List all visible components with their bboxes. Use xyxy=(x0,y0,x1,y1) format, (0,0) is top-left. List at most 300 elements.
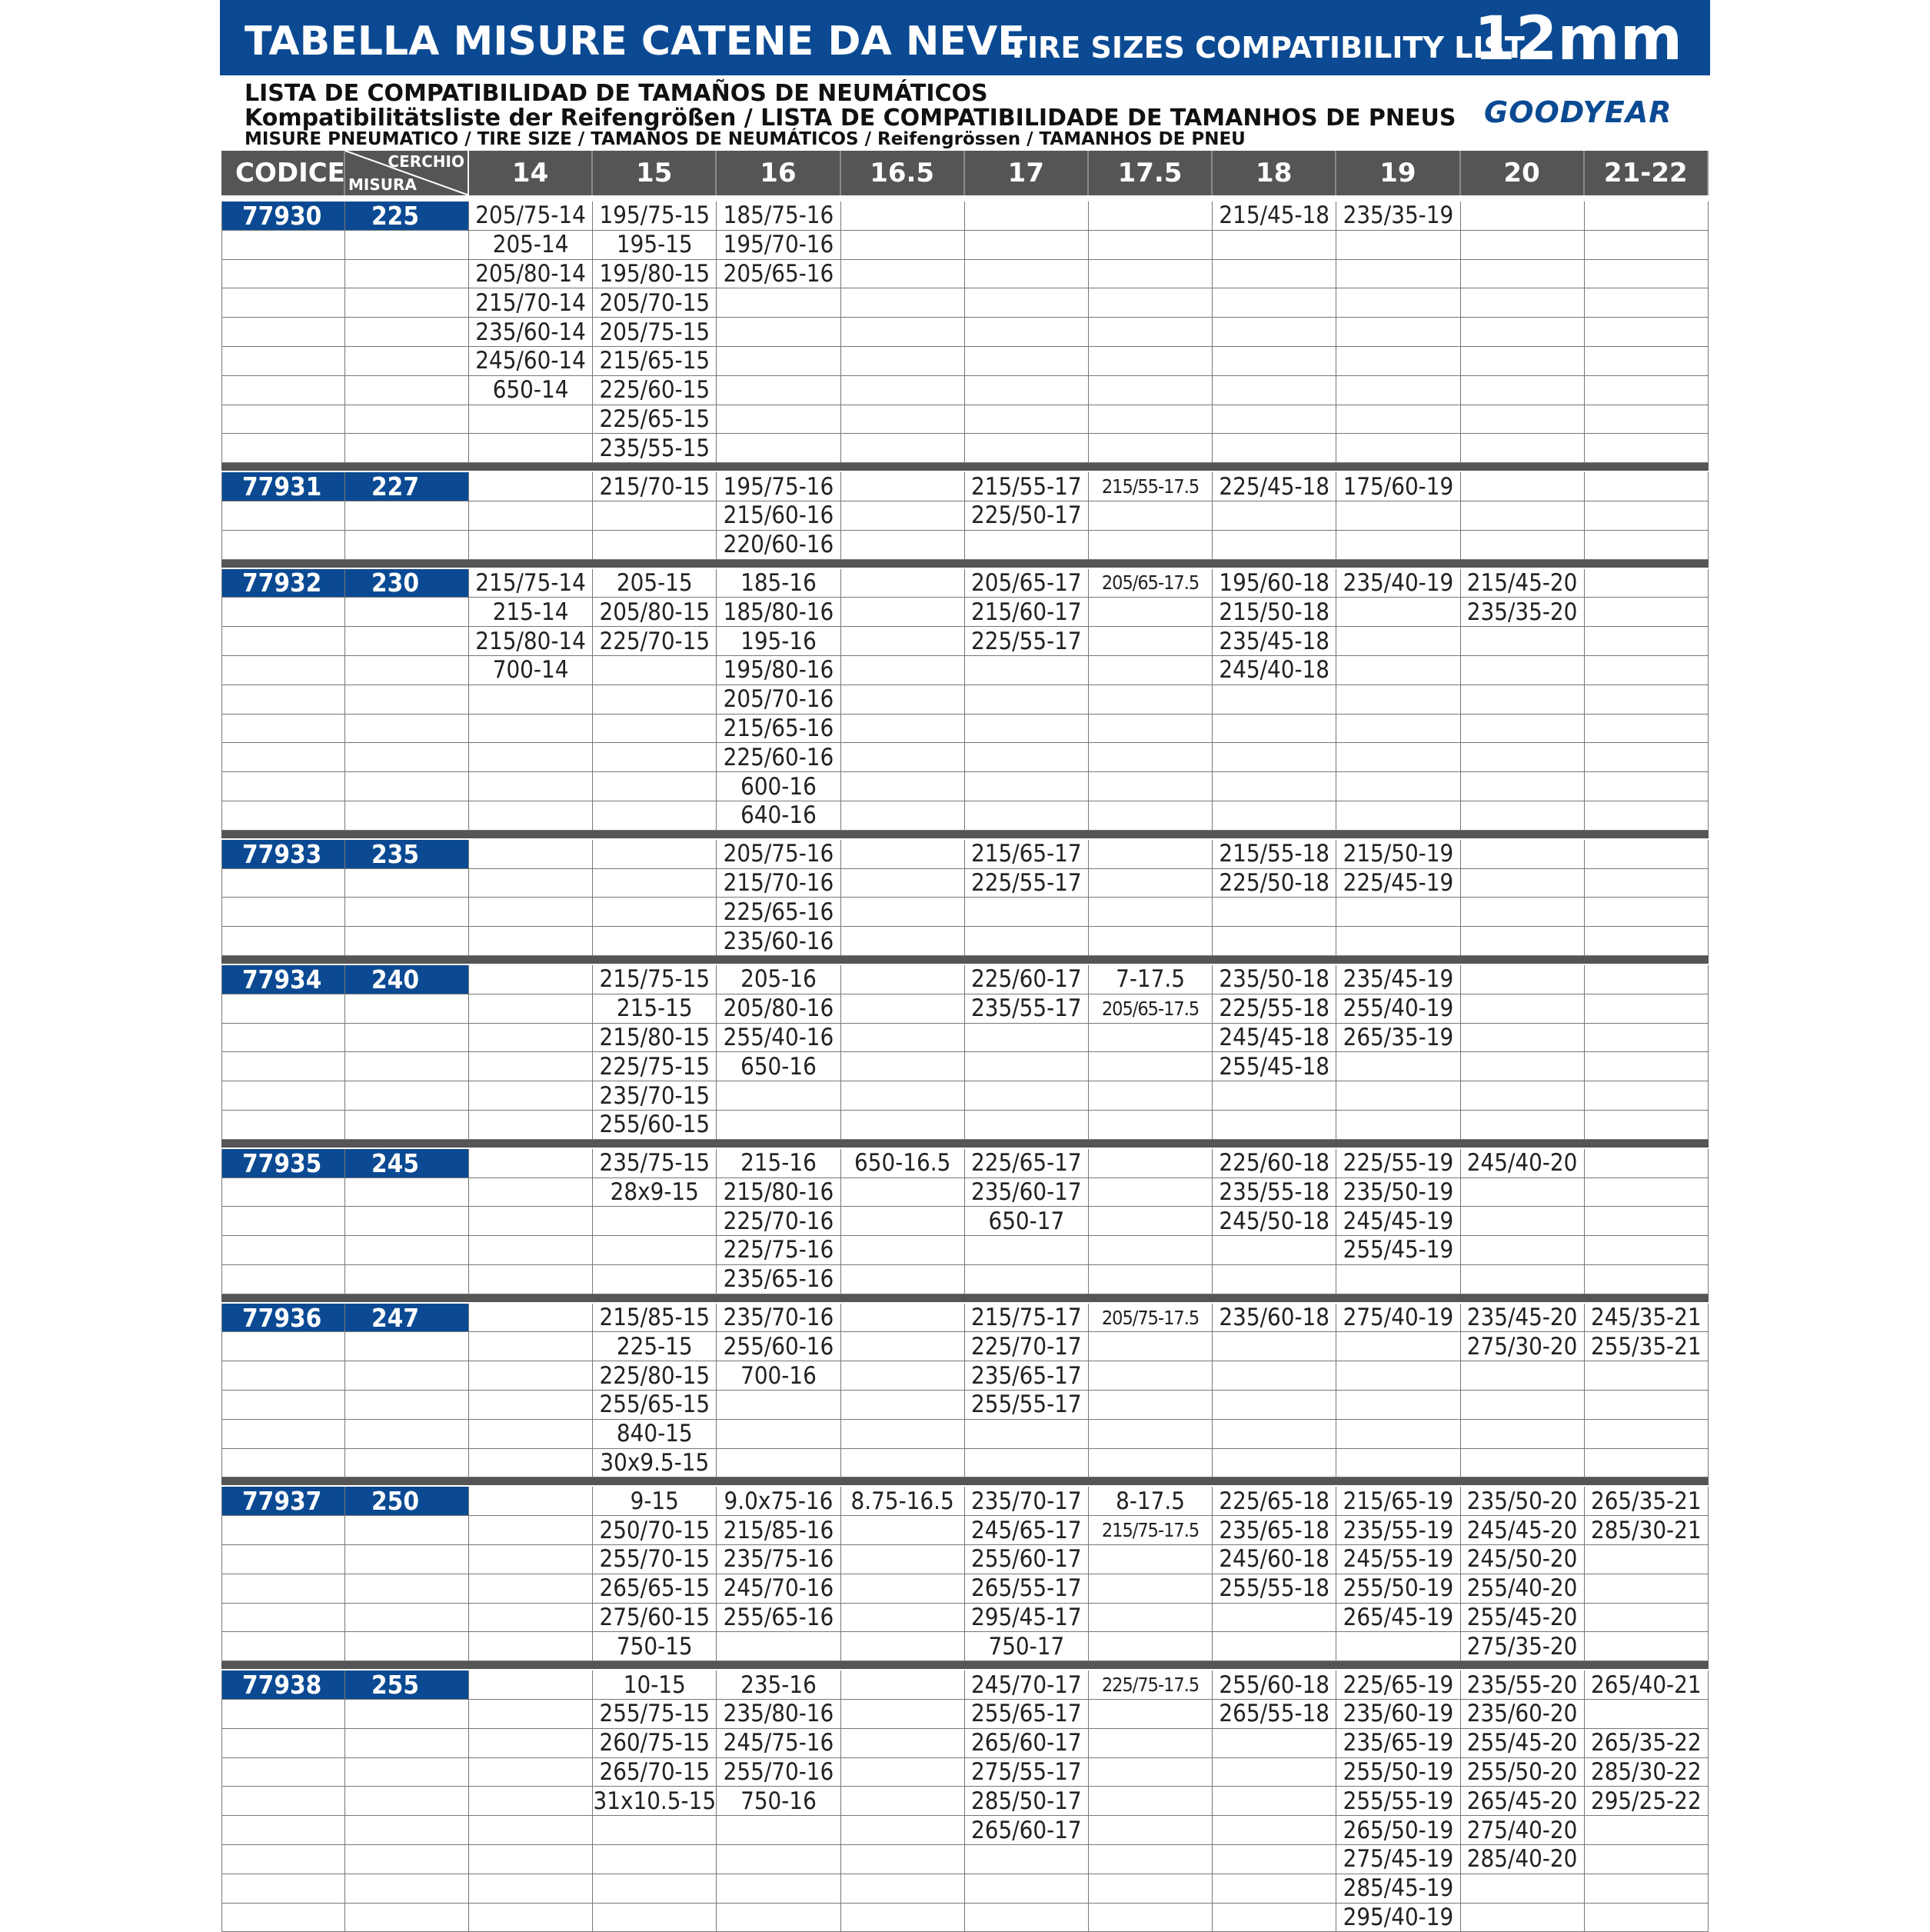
empty-cell xyxy=(345,531,469,559)
tire-size-cell xyxy=(1461,685,1585,714)
tire-size-cell xyxy=(593,531,717,559)
product-code: 77935 xyxy=(221,1149,345,1178)
tire-size-cell: 225/55-17 xyxy=(965,869,1089,898)
empty-cell xyxy=(221,1361,345,1390)
tire-size-cell xyxy=(841,1845,965,1874)
tire-size-cell xyxy=(1585,685,1709,714)
tire-size-cell xyxy=(1336,743,1460,771)
empty-cell xyxy=(221,1236,345,1264)
tire-size-cell xyxy=(1089,1207,1213,1235)
tire-size-cell xyxy=(1461,1081,1585,1110)
tire-size-cell xyxy=(1089,1758,1213,1787)
table-row xyxy=(221,1236,1709,1265)
tire-size-cell xyxy=(593,685,717,714)
table-row xyxy=(221,1265,1709,1294)
tire-size-cell xyxy=(841,1545,965,1574)
tire-size-cell xyxy=(1461,288,1585,317)
tire-size-cell xyxy=(1213,1729,1336,1757)
tire-size-cell: 285/30-21 xyxy=(1585,1516,1709,1544)
tire-size-cell: 215/45-20 xyxy=(1461,569,1585,598)
tire-size-cell: 245/45-18 xyxy=(1213,1024,1336,1052)
tire-size-cell xyxy=(1336,1391,1460,1419)
tire-size-cell xyxy=(717,1391,840,1419)
tire-size-cell xyxy=(1089,1111,1213,1139)
tire-size-cell xyxy=(965,927,1089,955)
tire-size-cell xyxy=(1336,898,1460,926)
tire-size-cell xyxy=(1461,1207,1585,1235)
page-title: TABELLA MISURE CATENE DA NEVE xyxy=(245,18,1025,65)
tire-size-cell xyxy=(965,715,1089,743)
tire-size-cell xyxy=(1336,376,1460,405)
tire-size-cell xyxy=(1213,288,1336,317)
empty-cell xyxy=(345,772,469,801)
table-row xyxy=(221,1816,1709,1845)
empty-cell xyxy=(345,1052,469,1081)
tire-size-cell: 275/35-20 xyxy=(1461,1632,1585,1661)
empty-cell xyxy=(345,898,469,926)
tire-size-cell xyxy=(1089,202,1213,230)
table-row xyxy=(221,715,1709,744)
tire-size-cell xyxy=(1089,743,1213,771)
empty-cell xyxy=(221,1207,345,1235)
tire-size-cell xyxy=(1585,347,1709,375)
tire-size-cell xyxy=(469,1449,593,1477)
tire-size-cell: 265/60-17 xyxy=(965,1816,1089,1844)
tire-size-cell: 205-14 xyxy=(469,231,593,259)
tire-size-cell: 225/55-19 xyxy=(1336,1149,1460,1178)
tire-size-cell xyxy=(1461,801,1585,830)
tire-size-cell: 225/50-17 xyxy=(965,501,1089,530)
table-row xyxy=(221,501,1709,531)
tire-size-cell xyxy=(469,1816,593,1844)
tire-size-cell: 275/45-19 xyxy=(1336,1845,1460,1874)
tire-size-cell xyxy=(1089,801,1213,830)
tire-size-cell xyxy=(965,318,1089,346)
tire-size-cell: 235/70-16 xyxy=(717,1304,840,1332)
tire-size-cell: 265/35-21 xyxy=(1585,1487,1709,1515)
tire-size-cell: 185-16 xyxy=(717,569,840,598)
tire-size-cell xyxy=(841,405,965,434)
tire-size-cell xyxy=(1585,743,1709,771)
tire-size-cell xyxy=(841,1449,965,1477)
product-code: 77932 xyxy=(221,569,345,598)
tire-size-cell: 245/65-17 xyxy=(965,1516,1089,1544)
tire-size-cell: 265/40-21 xyxy=(1585,1671,1709,1699)
tire-size-cell: 235/60-18 xyxy=(1213,1304,1336,1332)
tire-size-cell: 255/70-15 xyxy=(593,1545,717,1574)
tire-size-cell: 215/55-18 xyxy=(1213,840,1336,868)
tire-size-cell xyxy=(1461,965,1585,994)
tire-size-cell xyxy=(1213,1816,1336,1844)
tire-size-cell xyxy=(469,743,593,771)
empty-cell xyxy=(345,288,469,317)
table-row xyxy=(221,598,1709,627)
tire-size-cell xyxy=(1336,1632,1460,1661)
tire-size-cell xyxy=(1461,927,1585,955)
tire-size-cell xyxy=(1461,434,1585,462)
tire-size-cell xyxy=(1585,1391,1709,1419)
empty-cell xyxy=(345,1632,469,1661)
tire-size-cell xyxy=(1089,1574,1213,1603)
tire-size-cell xyxy=(1461,202,1585,230)
table-body xyxy=(221,195,1709,1932)
table-row xyxy=(221,1904,1709,1932)
empty-cell xyxy=(221,869,345,898)
tire-size-cell xyxy=(1336,501,1460,530)
tire-size-cell xyxy=(965,743,1089,771)
tire-size-cell xyxy=(1213,1361,1336,1390)
tire-size-cell: 245/70-16 xyxy=(717,1574,840,1603)
tire-size-cell xyxy=(469,1845,593,1874)
tire-size-cell xyxy=(469,1304,593,1332)
tire-size-cell xyxy=(1213,376,1336,405)
tire-size-cell xyxy=(593,869,717,898)
tire-size-cell xyxy=(841,1052,965,1081)
table-row xyxy=(221,1729,1709,1758)
tire-size-cell: 195/70-16 xyxy=(717,231,840,259)
tire-size-cell xyxy=(593,501,717,530)
tire-size-cell xyxy=(1213,715,1336,743)
tire-size-cell: 650-14 xyxy=(469,376,593,405)
table-row xyxy=(221,772,1709,801)
tire-size-cell xyxy=(1336,231,1460,259)
tire-size-cell xyxy=(1089,627,1213,655)
tire-size-cell xyxy=(717,347,840,375)
tire-size-cell: 225/65-19 xyxy=(1336,1671,1460,1699)
tire-size-cell: 225/60-15 xyxy=(593,376,717,405)
tire-size-cell: 235/55-17 xyxy=(965,994,1089,1023)
tire-size-cell: 275/55-17 xyxy=(965,1758,1089,1787)
code-group xyxy=(221,472,1709,559)
tire-size-cell xyxy=(1089,376,1213,405)
empty-cell xyxy=(345,1391,469,1419)
tire-size-cell xyxy=(1461,1874,1585,1903)
tire-size-cell xyxy=(593,1207,717,1235)
tire-size-cell: 8.75-16.5 xyxy=(841,1487,965,1515)
tire-size-cell: 215/55-17.5 xyxy=(1089,472,1213,501)
tire-size-cell: 215/80-15 xyxy=(593,1024,717,1052)
tire-size-cell: 235/70-15 xyxy=(593,1081,717,1110)
empty-cell xyxy=(221,318,345,346)
tire-size-cell xyxy=(965,1052,1089,1081)
tire-size-cell xyxy=(1089,1081,1213,1110)
tire-size-cell: 255/45-20 xyxy=(1461,1729,1585,1757)
tire-size-cell: 250/70-15 xyxy=(593,1516,717,1544)
tire-size-cell xyxy=(1585,1632,1709,1661)
tire-size-cell xyxy=(469,1671,593,1699)
empty-cell xyxy=(345,1420,469,1448)
tire-size-cell xyxy=(1089,1024,1213,1052)
tire-size-cell xyxy=(1213,531,1336,559)
tire-size-cell: 750-15 xyxy=(593,1632,717,1661)
empty-cell xyxy=(221,1700,345,1728)
tire-size-cell xyxy=(1089,1332,1213,1361)
tire-size-cell xyxy=(1089,598,1213,626)
tire-size-cell: 255/40-20 xyxy=(1461,1574,1585,1603)
tire-size-cell: 215/70-16 xyxy=(717,869,840,898)
tire-size-cell xyxy=(841,318,965,346)
tire-size-cell xyxy=(841,1420,965,1448)
table-row xyxy=(221,1420,1709,1449)
tire-size-cell xyxy=(1213,1420,1336,1448)
tire-size-cell: 205/80-16 xyxy=(717,994,840,1023)
table-row xyxy=(221,1545,1709,1574)
tire-size-cell xyxy=(841,965,965,994)
tire-size-cell xyxy=(1213,1391,1336,1419)
empty-cell xyxy=(345,1545,469,1574)
tire-size-cell xyxy=(469,1391,593,1419)
header-rim-column: 15 xyxy=(593,151,717,195)
tire-size-cell xyxy=(1213,1758,1336,1787)
empty-cell xyxy=(345,1574,469,1603)
tire-size-cell xyxy=(1585,434,1709,462)
tire-size-cell: 255/50-20 xyxy=(1461,1758,1585,1787)
empty-cell xyxy=(221,898,345,926)
tire-size-cell xyxy=(1585,840,1709,868)
tire-size-cell xyxy=(1461,1420,1585,1448)
tire-size-cell xyxy=(1585,656,1709,685)
tire-size-cell: 275/40-20 xyxy=(1461,1816,1585,1844)
tire-size-cell xyxy=(1089,1845,1213,1874)
tire-size-cell xyxy=(1089,1729,1213,1757)
code-group xyxy=(221,1487,1709,1661)
empty-cell xyxy=(221,1816,345,1844)
tire-size-cell xyxy=(1461,318,1585,346)
tire-size-cell: 255/60-18 xyxy=(1213,1671,1336,1699)
tire-size-cell xyxy=(841,1207,965,1235)
tire-size-cell: 225/70-15 xyxy=(593,627,717,655)
tire-size-cell: 265/70-15 xyxy=(593,1758,717,1787)
empty-cell xyxy=(221,501,345,530)
tire-size-cell xyxy=(1585,715,1709,743)
tire-size-cell: 225/75-15 xyxy=(593,1052,717,1081)
tire-size-cell xyxy=(841,598,965,626)
tire-size-cell xyxy=(469,1729,593,1757)
tire-size-cell xyxy=(593,801,717,830)
tire-size-cell xyxy=(841,1787,965,1815)
tire-size-cell xyxy=(1336,260,1460,288)
empty-cell xyxy=(221,1052,345,1081)
tire-size-cell: 255/65-16 xyxy=(717,1604,840,1632)
tire-size-cell: 235/55-20 xyxy=(1461,1671,1585,1699)
empty-cell xyxy=(221,994,345,1023)
tire-size-cell xyxy=(1336,715,1460,743)
tire-size-cell xyxy=(1585,405,1709,434)
tire-size-cell: 220/60-16 xyxy=(717,531,840,559)
empty-cell xyxy=(345,318,469,346)
tire-size-cell xyxy=(1213,260,1336,288)
tire-size-cell xyxy=(1213,743,1336,771)
table-row xyxy=(221,1178,1709,1208)
chain-misura: 227 xyxy=(345,472,469,501)
tire-size-cell xyxy=(965,1449,1089,1477)
tire-size-cell xyxy=(1336,434,1460,462)
empty-cell xyxy=(345,434,469,462)
tire-size-cell: 235/50-20 xyxy=(1461,1487,1585,1515)
empty-cell xyxy=(221,405,345,434)
empty-cell xyxy=(345,1081,469,1110)
tire-size-cell: 295/45-17 xyxy=(965,1604,1089,1632)
tire-size-cell xyxy=(841,1024,965,1052)
empty-cell xyxy=(221,1574,345,1603)
tire-size-cell xyxy=(1461,898,1585,926)
empty-cell xyxy=(221,1391,345,1419)
tire-size-cell xyxy=(593,1265,717,1294)
tire-size-cell xyxy=(1585,569,1709,598)
empty-cell xyxy=(221,1874,345,1903)
tire-size-cell xyxy=(1461,260,1585,288)
code-group xyxy=(221,840,1709,956)
tire-size-cell: 255/50-19 xyxy=(1336,1574,1460,1603)
tire-size-cell xyxy=(469,405,593,434)
table-row xyxy=(221,1700,1709,1729)
empty-cell xyxy=(221,1729,345,1757)
tire-size-cell xyxy=(841,288,965,317)
tire-size-cell: 215-15 xyxy=(593,994,717,1023)
tire-size-cell xyxy=(1585,318,1709,346)
tire-size-cell xyxy=(1089,685,1213,714)
table-row xyxy=(221,1574,1709,1604)
tire-size-cell xyxy=(1585,898,1709,926)
tire-size-cell: 235/70-17 xyxy=(965,1487,1089,1515)
table-row xyxy=(221,531,1709,560)
tire-size-cell: 265/35-19 xyxy=(1336,1024,1460,1052)
tire-size-cell xyxy=(593,656,717,685)
tire-size-cell: 9.0x75-16 xyxy=(717,1487,840,1515)
tire-size-cell xyxy=(1585,1111,1709,1139)
tire-size-cell: 700-16 xyxy=(717,1361,840,1390)
product-code: 77936 xyxy=(221,1304,345,1332)
table-row xyxy=(221,260,1709,289)
empty-cell xyxy=(221,1516,345,1544)
tire-size-cell xyxy=(717,405,840,434)
tire-size-cell xyxy=(1461,405,1585,434)
tire-size-cell xyxy=(965,434,1089,462)
tire-size-cell: 265/55-17 xyxy=(965,1574,1089,1603)
tire-size-cell xyxy=(841,231,965,259)
tire-size-cell xyxy=(1213,1236,1336,1264)
tire-size-cell xyxy=(1336,1420,1460,1448)
tire-size-cell xyxy=(841,898,965,926)
chain-misura: 240 xyxy=(345,965,469,994)
tire-size-cell: 225/65-15 xyxy=(593,405,717,434)
tire-size-cell: 185/75-16 xyxy=(717,202,840,230)
tire-size-cell xyxy=(1089,1632,1213,1661)
tire-size-cell: 750-16 xyxy=(717,1787,840,1815)
empty-cell xyxy=(221,772,345,801)
tire-size-cell xyxy=(469,1024,593,1052)
table-row xyxy=(221,405,1709,435)
tire-size-cell xyxy=(593,1816,717,1844)
tire-size-cell xyxy=(469,501,593,530)
product-code: 77933 xyxy=(221,840,345,868)
tire-size-cell xyxy=(1585,501,1709,530)
tire-size-cell: 235-16 xyxy=(717,1671,840,1699)
empty-cell xyxy=(221,1632,345,1661)
empty-cell xyxy=(345,1207,469,1235)
empty-cell xyxy=(345,1024,469,1052)
empty-cell xyxy=(345,1845,469,1874)
tire-size-cell: 255/60-16 xyxy=(717,1332,840,1361)
tire-size-cell xyxy=(1089,1361,1213,1390)
empty-cell xyxy=(345,927,469,955)
tire-size-cell: 205/70-16 xyxy=(717,685,840,714)
tire-size-cell xyxy=(469,1111,593,1139)
tire-size-cell xyxy=(1089,1149,1213,1178)
tire-size-cell xyxy=(469,472,593,501)
tire-size-cell xyxy=(841,202,965,230)
tire-size-cell xyxy=(469,1487,593,1515)
tire-size-cell xyxy=(1336,685,1460,714)
tire-size-cell xyxy=(1461,1391,1585,1419)
tire-size-cell xyxy=(965,1236,1089,1264)
tire-size-cell xyxy=(1461,472,1585,501)
tire-size-cell xyxy=(1089,927,1213,955)
tire-size-cell: 195/75-16 xyxy=(717,472,840,501)
tire-size-cell xyxy=(717,1449,840,1477)
tire-size-cell: 255/60-15 xyxy=(593,1111,717,1139)
tire-size-cell xyxy=(1461,743,1585,771)
tire-size-cell xyxy=(1585,1236,1709,1264)
tire-size-cell: 215/60-16 xyxy=(717,501,840,530)
tire-size-cell xyxy=(841,1874,965,1903)
tire-size-cell xyxy=(1089,840,1213,868)
empty-cell xyxy=(345,501,469,530)
tire-size-cell xyxy=(1089,260,1213,288)
chain-misura: 247 xyxy=(345,1304,469,1332)
tire-size-cell xyxy=(841,801,965,830)
tire-size-cell: 225/65-18 xyxy=(1213,1487,1336,1515)
tire-size-cell xyxy=(841,260,965,288)
tire-size-cell xyxy=(469,1632,593,1661)
tire-size-cell xyxy=(469,1207,593,1235)
empty-cell xyxy=(221,801,345,830)
tire-size-cell xyxy=(841,1632,965,1661)
tire-size-cell xyxy=(1461,1236,1585,1264)
tire-size-cell: 245/35-21 xyxy=(1585,1304,1709,1332)
tire-size-cell xyxy=(1585,627,1709,655)
tire-size-cell: 235/50-19 xyxy=(1336,1178,1460,1207)
tire-size-cell: 225/55-18 xyxy=(1213,994,1336,1023)
tire-size-cell: 265/65-15 xyxy=(593,1574,717,1603)
tire-size-cell: 255/60-17 xyxy=(965,1545,1089,1574)
tire-size-cell: 260/75-15 xyxy=(593,1729,717,1757)
tire-size-cell: 295/25-22 xyxy=(1585,1787,1709,1815)
tire-size-cell xyxy=(469,434,593,462)
tire-size-cell: 225/45-19 xyxy=(1336,869,1460,898)
tire-size-cell xyxy=(1089,715,1213,743)
tire-size-cell xyxy=(1213,501,1336,530)
tire-size-cell: 700-14 xyxy=(469,656,593,685)
tire-size-cell: 225-15 xyxy=(593,1332,717,1361)
tire-size-cell xyxy=(965,656,1089,685)
tire-size-cell xyxy=(1461,772,1585,801)
tire-size-cell xyxy=(717,1081,840,1110)
tire-size-cell: 215/75-17.5 xyxy=(1089,1516,1213,1544)
tire-size-cell xyxy=(469,1361,593,1390)
tire-size-cell xyxy=(469,1149,593,1178)
tire-size-cell xyxy=(1461,1111,1585,1139)
table-row xyxy=(221,1024,1709,1053)
tire-size-cell xyxy=(1089,1449,1213,1477)
tire-size-cell: 245/50-20 xyxy=(1461,1545,1585,1574)
table-row xyxy=(221,869,1709,898)
tire-size-cell xyxy=(1585,1574,1709,1603)
empty-cell xyxy=(221,347,345,375)
tire-size-cell xyxy=(1585,472,1709,501)
tire-size-cell: 215/75-15 xyxy=(593,965,717,994)
empty-cell xyxy=(345,1449,469,1477)
